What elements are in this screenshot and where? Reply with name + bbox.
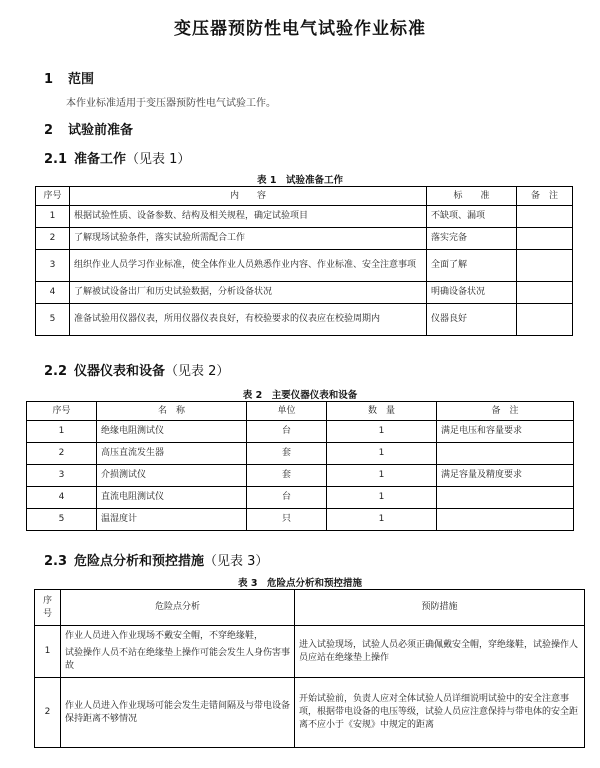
subsection-2-2-heading [44, 360, 229, 379]
table-2 [26, 401, 574, 531]
table-row [36, 282, 573, 304]
table-reference: （见表 2） [165, 364, 230, 379]
row-note [517, 228, 573, 250]
row-name: 介损测试仪 [97, 465, 247, 487]
subsection-number: 2.3 [44, 554, 68, 569]
row-quantity: 1 [327, 421, 437, 443]
section-number: 1 [44, 72, 54, 87]
subsection-title: 准备工作 [74, 152, 127, 167]
section-title: 范围 [68, 72, 95, 87]
table-row [27, 465, 574, 487]
table-reference: （见表 1） [126, 152, 191, 167]
section-1-heading [44, 68, 94, 87]
row-number: 5 [27, 509, 97, 531]
row-unit: 套 [247, 443, 327, 465]
row-note [517, 206, 573, 228]
row-name: 温湿度计 [97, 509, 247, 531]
subsection-2-3-heading [44, 550, 268, 569]
document-title: 变压器预防性电气试验作业标准 [174, 19, 426, 39]
row-number: 5 [36, 304, 70, 336]
row-content: 根据试验性质、设备参数、结构及相关规程，确定试验项目 [70, 206, 427, 228]
table-row [27, 443, 574, 465]
row-content: 准备试验用仪器仪表，所用仪器仪表良好，有校验要求的仪表应在校验周期内 [70, 304, 427, 336]
section-2-heading [44, 119, 133, 138]
header-cell: 备 注 [517, 187, 573, 206]
scope-text: 本作业标准适用于变压器预防性电气试验工作。 [66, 98, 276, 109]
row-number: 1 [36, 206, 70, 228]
table-row [35, 678, 585, 748]
table-2-caption: 表 2 主要仪器仪表和设备 [242, 390, 358, 401]
table-header-row [27, 402, 574, 421]
row-number: 2 [35, 678, 61, 748]
header-cell: 备 注 [437, 402, 574, 421]
row-standard: 全面了解 [427, 250, 517, 282]
risk-line: 作业人员进入作业现场可能会发生走错间隔及与带电设备保持距离不够情况 [65, 700, 291, 724]
row-name: 直流电阻测试仪 [97, 487, 247, 509]
subsection-2-1-heading [44, 148, 190, 167]
row-number: 3 [36, 250, 70, 282]
subsection-title: 危险点分析和预控措施 [74, 554, 205, 569]
table-row [36, 206, 573, 228]
table-row [27, 421, 574, 443]
row-unit: 只 [247, 509, 327, 531]
row-measure: 进入试验现场，试验人员必须正确佩戴安全帽，穿绝缘鞋，试验操作人员应站在绝缘垫上操作 [295, 626, 585, 678]
subsection-number: 2.2 [44, 364, 68, 379]
section-number: 2 [44, 123, 54, 138]
row-name: 绝缘电阻测试仪 [97, 421, 247, 443]
row-standard: 落实完备 [427, 228, 517, 250]
section-title: 试验前准备 [68, 123, 134, 138]
header-cell: 序号 [35, 590, 61, 626]
table-row [27, 509, 574, 531]
row-quantity: 1 [327, 443, 437, 465]
table-header-row [36, 187, 573, 206]
row-quantity: 1 [327, 465, 437, 487]
header-cell: 预防措施 [295, 590, 585, 626]
table-row [36, 228, 573, 250]
row-number: 1 [35, 626, 61, 678]
header-cell: 标 准 [427, 187, 517, 206]
row-unit: 套 [247, 465, 327, 487]
table-3-caption: 表 3 危险点分析和预控措施 [238, 578, 362, 589]
row-standard: 明确设备状况 [427, 282, 517, 304]
row-note [517, 304, 573, 336]
row-risk [61, 626, 295, 678]
row-name: 高压直流发生器 [97, 443, 247, 465]
risk-line: 试验操作人员不站在绝缘垫上操作可能会发生人身伤害事故 [65, 648, 291, 671]
header-cell: 序号 [27, 402, 97, 421]
table-header-row [35, 590, 585, 626]
row-content: 了解被试设备出厂和历史试验数据，分析设备状况 [70, 282, 427, 304]
header-cell: 名 称 [97, 402, 247, 421]
table-row [27, 487, 574, 509]
row-note [517, 282, 573, 304]
row-note: 满足容量及精度要求 [437, 465, 574, 487]
row-standard: 不缺项、漏项 [427, 206, 517, 228]
header-cell: 数 量 [327, 402, 437, 421]
row-unit: 台 [247, 421, 327, 443]
risk-line: 作业人员进入作业现场不戴安全帽，不穿绝缘鞋， [65, 631, 264, 641]
table-reference: （见表 3） [204, 554, 269, 569]
row-number: 4 [36, 282, 70, 304]
table-row [36, 304, 573, 336]
header-cell: 危险点分析 [61, 590, 295, 626]
table-row [36, 250, 573, 282]
row-measure: 开始试验前，负责人应对全体试验人员详细说明试验中的安全注意事项，根据带电设备的电压等级，试验人员应注意保持与带电体的安全距离不应小于《安规》中规定的距离 [295, 678, 585, 748]
row-content: 了解现场试验条件，落实试验所需配合工作 [70, 228, 427, 250]
header-cell: 单位 [247, 402, 327, 421]
table-row [35, 626, 585, 678]
row-number: 2 [27, 443, 97, 465]
row-note [517, 250, 573, 282]
row-note [437, 487, 574, 509]
table-1 [35, 186, 573, 336]
row-number: 1 [27, 421, 97, 443]
row-number: 2 [36, 228, 70, 250]
row-quantity: 1 [327, 487, 437, 509]
row-quantity: 1 [327, 509, 437, 531]
table-3 [34, 589, 585, 748]
row-number: 4 [27, 487, 97, 509]
row-note [437, 509, 574, 531]
row-unit: 台 [247, 487, 327, 509]
row-number: 3 [27, 465, 97, 487]
table-1-caption: 表 1 试验准备工作 [257, 175, 343, 186]
row-risk [61, 678, 295, 748]
row-standard: 仪器良好 [427, 304, 517, 336]
row-content: 组织作业人员学习作业标准，使全体作业人员熟悉作业内容、作业标准、安全注意事项 [70, 250, 427, 282]
row-note [437, 443, 574, 465]
subsection-number: 2.1 [44, 152, 68, 167]
header-cell: 序号 [36, 187, 70, 206]
row-note: 满足电压和容量要求 [437, 421, 574, 443]
subsection-title: 仪器仪表和设备 [74, 364, 166, 379]
header-cell: 内 容 [70, 187, 427, 206]
